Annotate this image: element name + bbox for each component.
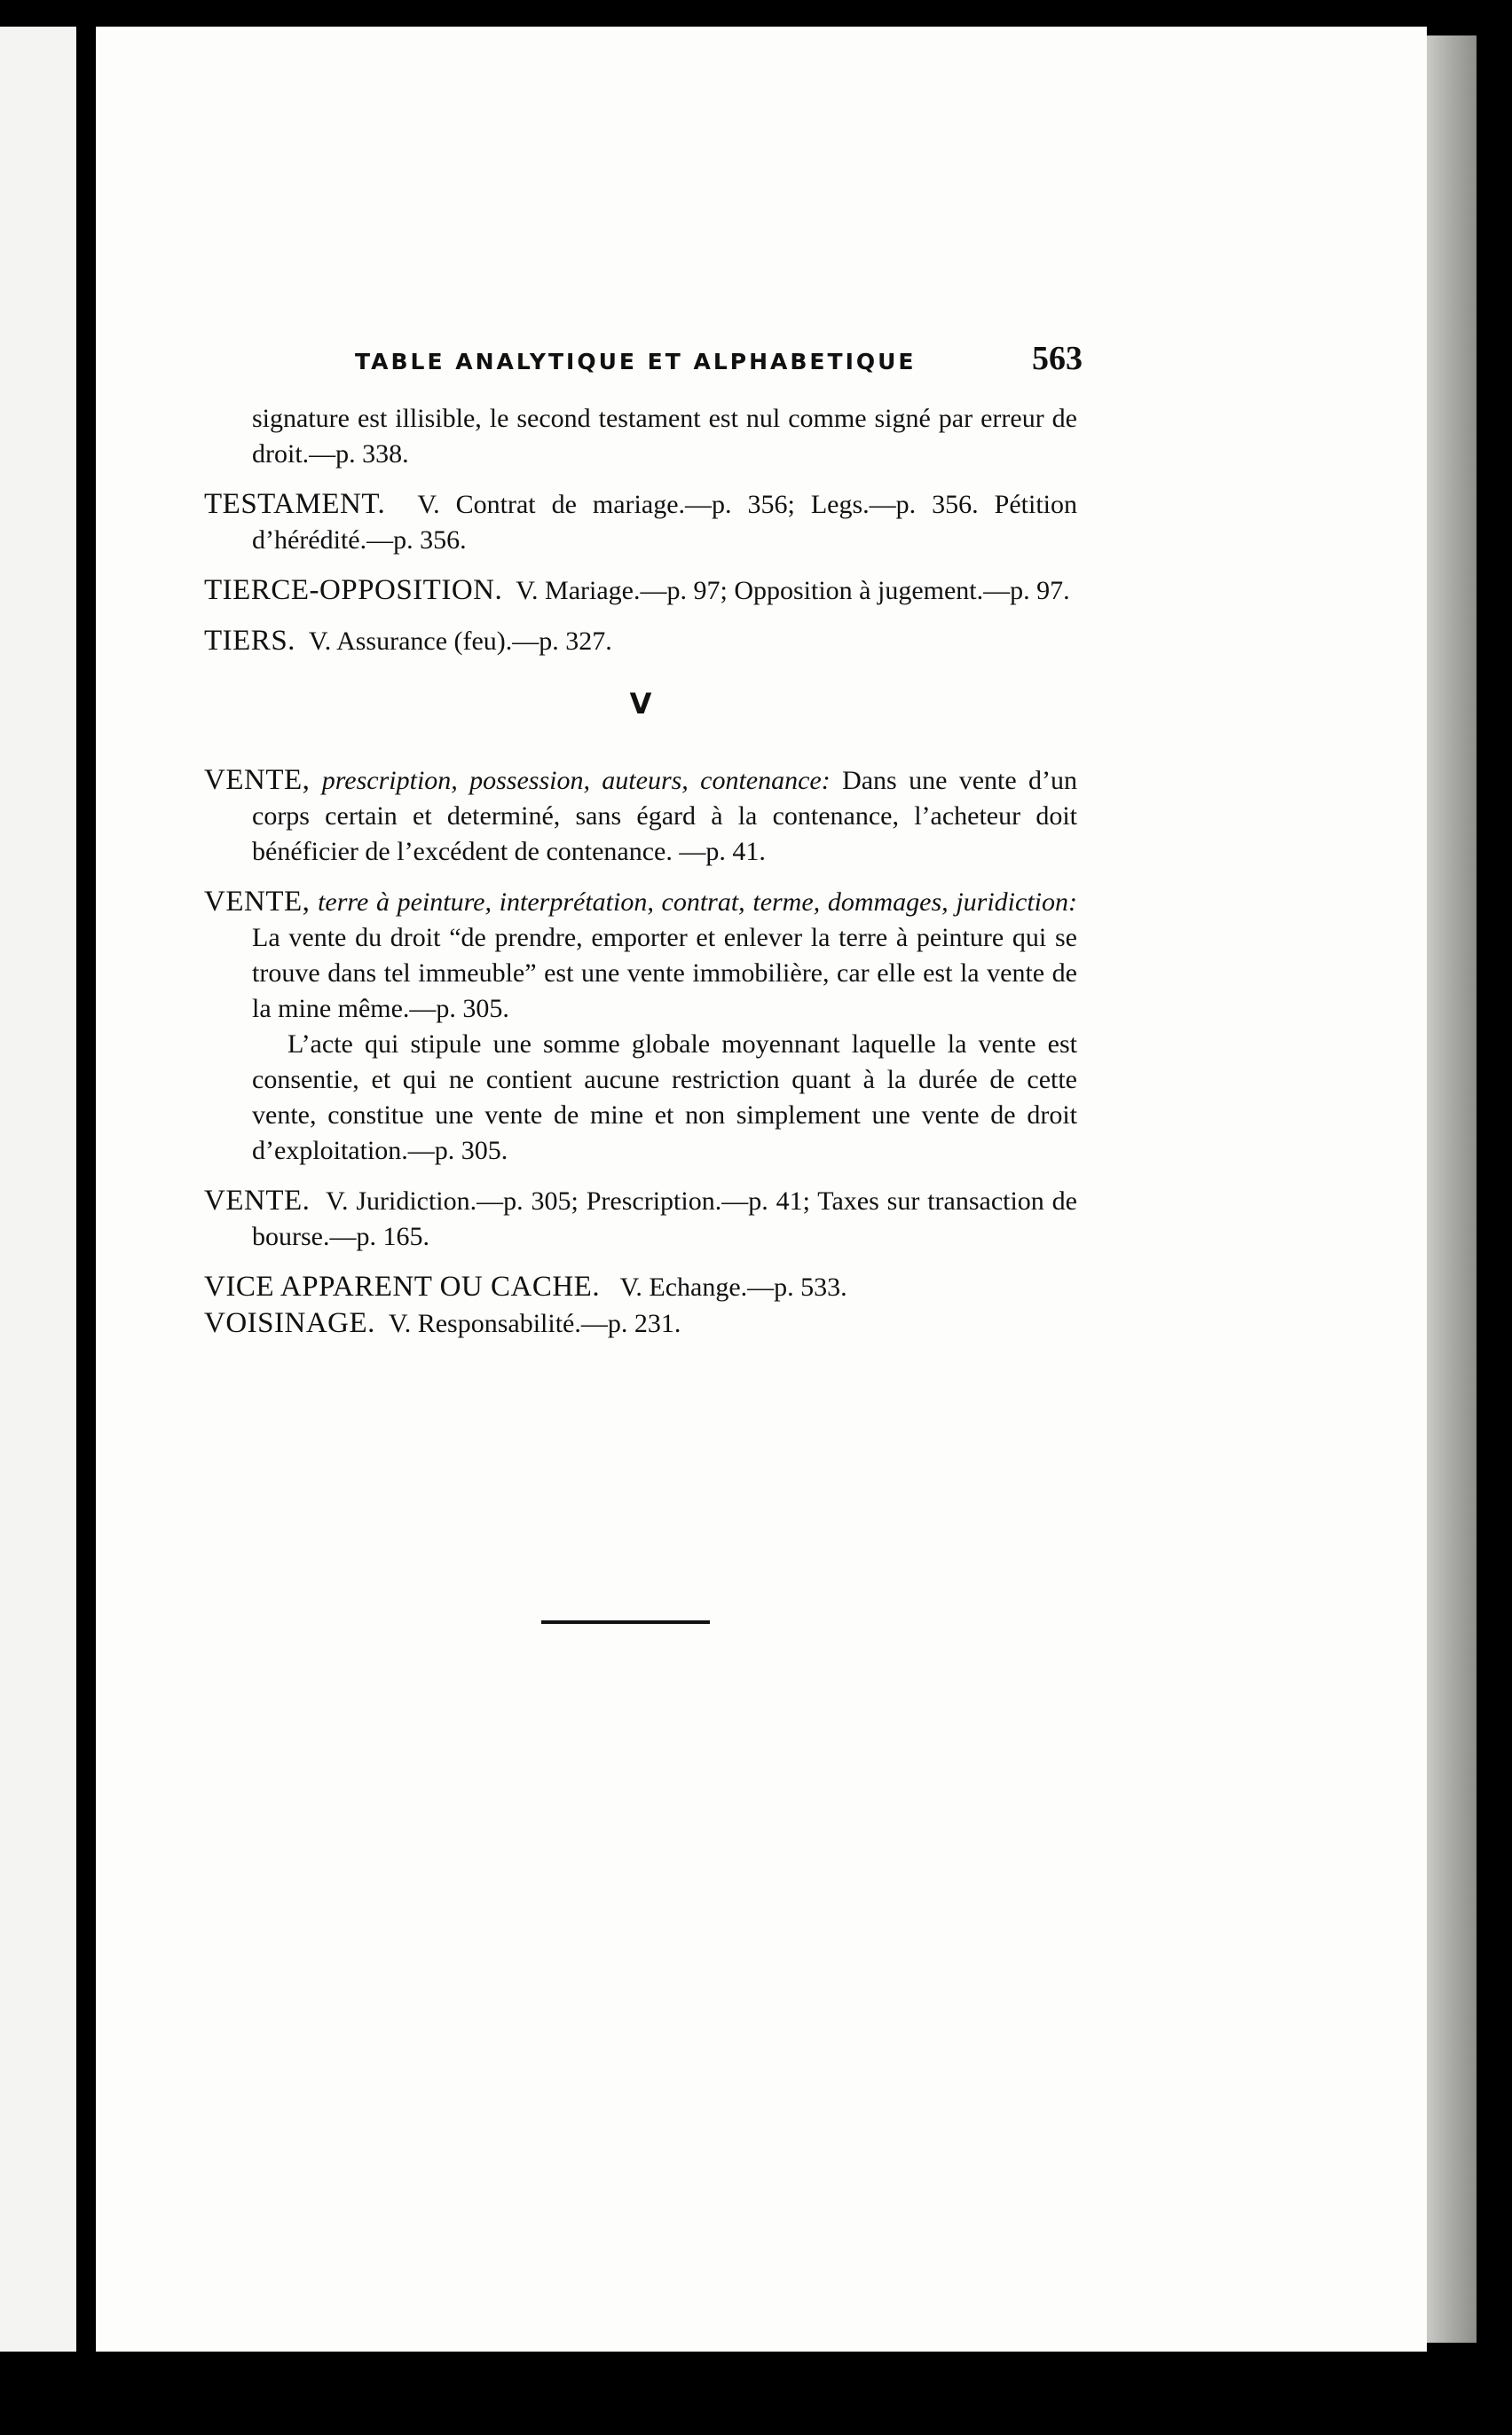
entry-heading: VENTE,	[204, 886, 311, 918]
page-stack-edge	[1427, 35, 1477, 2343]
running-title: TABLE ANALYTIQUE ET ALPHABETIQUE	[355, 349, 917, 374]
entry-heading: VENTE,	[204, 764, 311, 796]
entry-qualifiers: prescription, possession, auteurs, contenance:	[321, 766, 831, 795]
index-entry	[204, 572, 1077, 609]
entry-qualifiers: terre à peinture, interprétation, contrat, terme, dommages, juridiction:	[318, 887, 1077, 917]
entry-text: V. Responsabilité.—p. 231.	[388, 1309, 681, 1338]
index-entry	[204, 884, 1077, 1169]
facing-page-edge	[0, 27, 76, 2352]
page-number: 563	[1032, 340, 1083, 377]
section-letter: V	[629, 687, 652, 721]
entry-text: V. Assurance (feu).—p. 327.	[308, 626, 612, 656]
entry-text: V. Contrat de mariage.—p. 356; Legs.—p. 356. Pétition d’hérédité.—p. 356.	[252, 490, 1077, 555]
entry-heading: VENTE.	[204, 1185, 311, 1217]
entry-text: signature est illisible, le second testament est nul comme signé par erreur de droit.—p. 338.	[252, 404, 1077, 469]
index-entry	[204, 486, 1077, 558]
index-entry-continued	[204, 401, 1077, 472]
entry-text: V. Juridiction.—p. 305; Prescription.—p. 41; Taxes sur transaction de bourse.—p. 165.	[252, 1186, 1077, 1251]
entry-heading: VOISINAGE.	[204, 1307, 375, 1339]
entry-continuation: L’acte qui stipule une somme globale moyennant laquelle la vente est consentie, et qui ne contient aucune restriction quant à la durée de cette vente, constitue une vente de mine et non simplement une vente de droit d’exploitation.—p. 305.	[252, 1029, 1077, 1165]
closing-rule	[541, 1620, 710, 1624]
entry-heading: TESTAMENT.	[204, 488, 386, 520]
index-entry	[204, 623, 1077, 659]
index-entry	[204, 1305, 1077, 1342]
index-entry	[204, 1183, 1077, 1255]
entry-text: Dans une vente d’un corps certain et determiné, sans égard à la contenance, l’acheteur doit bénéficier de l’excédent de contenance. —p. 41.	[252, 766, 1078, 866]
entry-text: V. Mariage.—p. 97; Opposition à jugement.—p. 97.	[516, 576, 1070, 605]
index-entry	[204, 762, 1077, 870]
entry-text: La vente du droit “de prendre, emporter et enlever la terre à peinture qui se trouve dans tel immeuble” est une vente immobilière, car elle est la vente de la mine même.—p. 305.	[252, 923, 1077, 1023]
entry-text: V. Echange.—p. 533.	[619, 1273, 847, 1302]
entry-heading: VICE APPARENT OU CACHE.	[204, 1271, 601, 1303]
index-body	[204, 401, 1077, 1356]
entry-heading: TIERCE-OPPOSITION.	[204, 574, 503, 606]
entry-heading: TIERS.	[204, 625, 295, 657]
running-head	[355, 339, 1083, 378]
index-entry	[204, 1269, 1077, 1305]
